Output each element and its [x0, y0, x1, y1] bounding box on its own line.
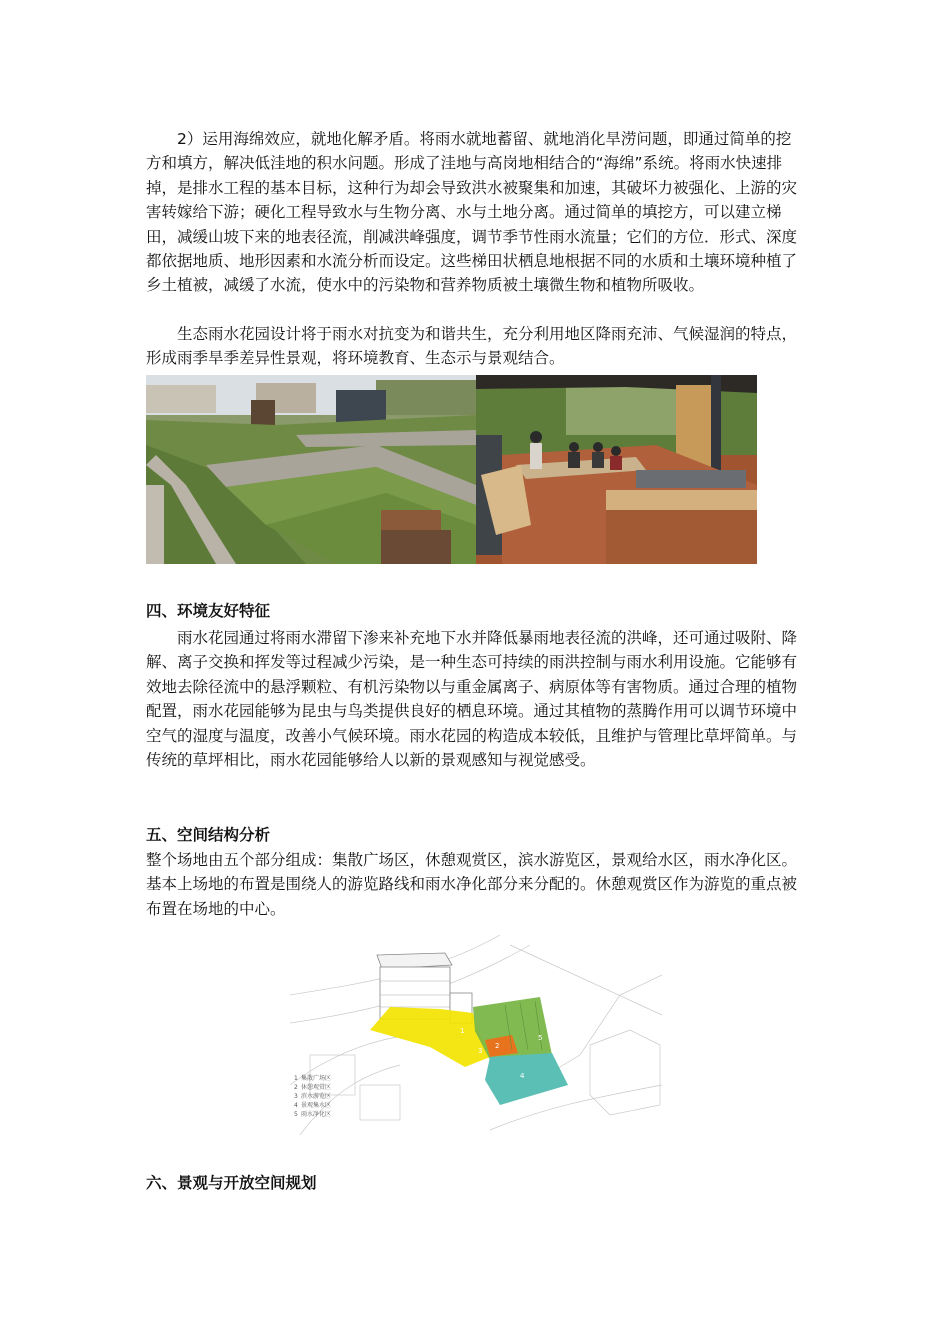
legend-num-3: 3 [294, 1093, 298, 1100]
legend-num-5: 5 [294, 1111, 298, 1118]
zone-label-4: 4 [520, 1072, 525, 1080]
photo-terraced-wetland [146, 375, 476, 564]
site-zoning-diagram [290, 935, 662, 1145]
photo-rest-pavilion [476, 375, 757, 564]
legend-label-4: 景观集水区 [301, 1102, 332, 1109]
legend-num-4: 4 [294, 1102, 298, 1109]
heading-landscape-open-space: 六、景观与开放空间规划 [146, 1174, 317, 1192]
legend-label-2: 休憩观赏区 [301, 1084, 332, 1091]
legend-label-1: 集散广场区 [301, 1075, 332, 1082]
zone-label-2: 2 [495, 1042, 500, 1050]
legend-label-5: 雨水净化区 [301, 1111, 332, 1118]
zone-label-3: 3 [478, 1047, 483, 1055]
legend-label-3: 滨水游览区 [301, 1093, 332, 1100]
zone-label-5: 5 [538, 1034, 543, 1042]
legend-num-2: 2 [294, 1084, 298, 1091]
paragraph-spatial-structure: 整个场地由五个部分组成：集散广场区，休憩观赏区，滨水游览区，景观给水区，雨水净化区。基本上场地的布置是围绕人的游览路线和雨水净化部分来分配的。休憩观赏区作为游览的重点被布置在场地的中心。 [146, 851, 798, 918]
paragraph-eco-rain-garden: 生态雨水花园设计将于雨水对抗变为和谐共生，充分利用地区降雨充沛、气候湿润的特点，形成雨季旱季差异性景观，将环境教育、生态示与景观结合。 [146, 325, 798, 368]
heading-environment-friendly: 四、环境友好特征 [146, 602, 271, 620]
zone-label-1: 1 [460, 1027, 465, 1035]
legend-num-1: 1 [294, 1075, 298, 1082]
paragraph-sponge-effect: 2）运用海绵效应，就地化解矛盾。将雨水就地蓄留、就地消化旱涝问题，即通过简单的挖方和填方，解决低洼地的积水问题。形成了洼地与高岗地相结合的“海绵”系统。将雨水快速排掉，是排水工程的基本目标，这种行为却会导致洪水被聚集和加速，其破坏力被强化、上游的灾害转嫁给下游；硬化工程导致水与生物分离、水与土地分离。通过简单的填挖方，可以建立梯田，减缓山坡下来的地表径流，削减洪峰强度，调节季节性雨水流量；它们的方位．形式、深度都依据地质、地形因素和水流分析而设定。这些梯田状栖息地根据不同的水质和土壤环境种植了乡土植被，减缓了水流，使水中的污染物和营养物质被土壤微生物和植物所吸收。 [146, 130, 798, 295]
paragraph-environment-friendly: 雨水花园通过将雨水滞留下渗来补充地下水并降低暴雨地表径流的洪峰，还可通过吸附、降解、离子交换和挥发等过程减少污染，是一种生态可持续的雨洪控制与雨水利用设施。它能够有效地去除径流中的悬浮颗粒、有机污染物以与重金属离子、病原体等有害物质。通过合理的植物配置，雨水花园能够为昆虫与鸟类提供良好的栖息环境。通过其植物的蒸腾作用可以调节环境中空气的湿度与温度，改善小气候环境。雨水花园的构造成本较低，且维护与管理比草坪简单。与传统的草坪相比，雨水花园能够给人以新的景观感知与视觉感受。 [146, 629, 798, 770]
heading-spatial-structure: 五、空间结构分析 [146, 826, 271, 844]
